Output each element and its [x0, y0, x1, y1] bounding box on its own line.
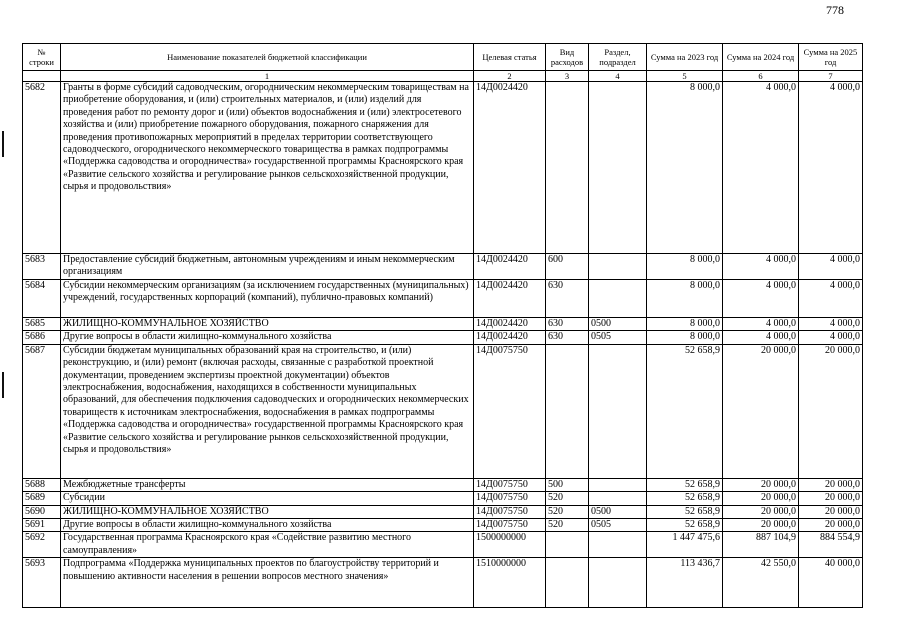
page-number: 778: [826, 3, 844, 17]
row-sum-2024-cell: 20 000,0: [723, 344, 799, 478]
row-sum-2025-cell: 20 000,0: [799, 519, 863, 532]
row-sum-2023-cell: 113 436,7: [647, 558, 723, 608]
column-number: 3: [546, 71, 589, 82]
row-name-cell: Субсидии некоммерческим организациям (за исключением государственных (муниципальных) учреждений, государственных корпораций (компаний), публично-правовых компаний): [61, 280, 474, 318]
row-sum-2025-cell: 4 000,0: [799, 318, 863, 331]
column-number: 7: [799, 71, 863, 82]
row-sum-2025-cell: 20 000,0: [799, 478, 863, 491]
row-target-article-cell: 14Д0075750: [474, 519, 546, 532]
row-sum-2024-cell: 4 000,0: [723, 331, 799, 344]
row-sum-2024-cell: 4 000,0: [723, 318, 799, 331]
row-expense-type-cell: 630: [546, 318, 589, 331]
row-name-cell: Субсидии бюджетам муниципальных образований края на строительство, и (или) реконструкцию, и (или) ремонт (включая расходы, связанные с разработкой проектной документации, проведением экспертизы проектной документации) объектов электроснабжения, водоснабжения, находящихся в собственности муниципальных образований, для обеспечения подключения садоводческих и огороднических некоммерческих товариществ к источникам электроснабжения, водоснабжения в рамках подпрограммы «Поддержка садоводства и огородничества» государственной программы Красноярского края «Развитие сельского хозяйства и регулирование рынков сельскохозяйственной продукции, сырья и продовольствия»: [61, 344, 474, 478]
row-sum-2025-cell: 20 000,0: [799, 505, 863, 518]
margin-mark-upper: [2, 131, 4, 157]
row-section-cell: 0500: [589, 318, 647, 331]
row-expense-type-cell: 520: [546, 505, 589, 518]
row-section-cell: 0505: [589, 519, 647, 532]
column-number: 4: [589, 71, 647, 82]
row-sum-2023-cell: 8 000,0: [647, 82, 723, 254]
row-sum-2024-cell: 4 000,0: [723, 254, 799, 280]
row-expense-type-cell: [546, 344, 589, 478]
row-sum-2024-cell: 20 000,0: [723, 478, 799, 491]
row-name-cell: Другие вопросы в области жилищно-коммунального хозяйства: [61, 331, 474, 344]
row-number-cell: 5689: [23, 492, 61, 505]
row-target-article-cell: 14Д0075750: [474, 505, 546, 518]
table-row: [23, 492, 863, 505]
row-target-article-cell: 14Д0024420: [474, 280, 546, 318]
table-row: [23, 505, 863, 518]
row-expense-type-cell: [546, 532, 589, 558]
row-sum-2024-cell: 20 000,0: [723, 505, 799, 518]
table-row: [23, 254, 863, 280]
row-name-cell: ЖИЛИЩНО-КОММУНАЛЬНОЕ ХОЗЯЙСТВО: [61, 318, 474, 331]
row-number-cell: 5686: [23, 331, 61, 344]
row-number-cell: 5690: [23, 505, 61, 518]
table-row: [23, 532, 863, 558]
row-name-cell: Субсидии: [61, 492, 474, 505]
row-sum-2024-cell: 20 000,0: [723, 492, 799, 505]
table-row: [23, 82, 863, 254]
row-section-cell: [589, 344, 647, 478]
column-number: [23, 71, 61, 82]
row-number-cell: 5692: [23, 532, 61, 558]
row-sum-2023-cell: 8 000,0: [647, 254, 723, 280]
row-sum-2025-cell: 20 000,0: [799, 492, 863, 505]
row-target-article-cell: 14Д0075750: [474, 478, 546, 491]
column-number: 5: [647, 71, 723, 82]
row-number-cell: 5685: [23, 318, 61, 331]
row-section-cell: [589, 254, 647, 280]
column-number: 2: [474, 71, 546, 82]
header-sum-2025: Сумма на 2025 год: [799, 44, 863, 71]
header-sum-2024: Сумма на 2024 год: [723, 44, 799, 71]
row-expense-type-cell: 630: [546, 331, 589, 344]
row-section-cell: [589, 492, 647, 505]
table-row: [23, 318, 863, 331]
row-section-cell: [589, 532, 647, 558]
row-number-cell: 5684: [23, 280, 61, 318]
row-sum-2023-cell: 8 000,0: [647, 331, 723, 344]
row-target-article-cell: 14Д0024420: [474, 331, 546, 344]
row-name-cell: Предоставление субсидий бюджетным, автономным учреждениям и иным некоммерческим организациям: [61, 254, 474, 280]
header-row-number: № строки: [23, 44, 61, 71]
row-sum-2023-cell: 52 658,9: [647, 344, 723, 478]
table-row: [23, 519, 863, 532]
row-target-article-cell: 14Д0024420: [474, 318, 546, 331]
row-name-cell: Межбюджетные трансферты: [61, 478, 474, 491]
row-section-cell: [589, 558, 647, 608]
table-row: [23, 331, 863, 344]
row-expense-type-cell: 500: [546, 478, 589, 491]
row-section-cell: [589, 478, 647, 491]
row-target-article-cell: 14Д0075750: [474, 492, 546, 505]
row-section-cell: [589, 280, 647, 318]
row-sum-2023-cell: 52 658,9: [647, 505, 723, 518]
row-name-cell: Государственная программа Красноярского края «Содействие развитию местного самоуправления»: [61, 532, 474, 558]
row-expense-type-cell: 520: [546, 492, 589, 505]
row-section-cell: 0500: [589, 505, 647, 518]
row-number-cell: 5683: [23, 254, 61, 280]
row-sum-2025-cell: 4 000,0: [799, 82, 863, 254]
header-name: Наименование показателей бюджетной классификации: [61, 44, 474, 71]
table-row: [23, 558, 863, 608]
row-sum-2025-cell: 20 000,0: [799, 344, 863, 478]
row-name-cell: ЖИЛИЩНО-КОММУНАЛЬНОЕ ХОЗЯЙСТВО: [61, 505, 474, 518]
row-sum-2024-cell: 4 000,0: [723, 280, 799, 318]
budget-table: [22, 43, 863, 608]
row-expense-type-cell: [546, 82, 589, 254]
row-sum-2025-cell: 4 000,0: [799, 331, 863, 344]
table-row: [23, 280, 863, 318]
row-expense-type-cell: 520: [546, 519, 589, 532]
header-expense-type: Вид расходов: [546, 44, 589, 71]
row-section-cell: 0505: [589, 331, 647, 344]
column-number: 6: [723, 71, 799, 82]
row-expense-type-cell: [546, 558, 589, 608]
row-expense-type-cell: 630: [546, 280, 589, 318]
column-number: 1: [61, 71, 474, 82]
row-sum-2024-cell: 887 104,9: [723, 532, 799, 558]
row-sum-2023-cell: 1 447 475,6: [647, 532, 723, 558]
row-sum-2023-cell: 52 658,9: [647, 492, 723, 505]
header-sum-2023: Сумма на 2023 год: [647, 44, 723, 71]
table-header: [23, 44, 863, 82]
row-number-cell: 5682: [23, 82, 61, 254]
row-name-cell: Гранты в форме субсидий садоводческим, огородническим некоммерческим товариществам на приобретение оборудования, и (или) строительных материалов, и (или) изделий для проведения работ по ремонту дорог и (или) объектов водоснабжения и (или) электросетевого хозяйства и (или) приобретение пожарного оборудования, пожарного снаряжения для проведения противопожарных мероприятий в пределах территории соответствующего садоводческого, огороднического некоммерческого товарищества в рамках подпрограммы «Поддержка садоводства и огородничества» государственной программы Красноярского края «Развитие сельского хозяйства и регулирование рынков сельскохозяйственной продукции, сырья и продовольствия»: [61, 82, 474, 254]
table-row: [23, 344, 863, 478]
row-target-article-cell: 1500000000: [474, 532, 546, 558]
row-sum-2025-cell: 4 000,0: [799, 254, 863, 280]
row-expense-type-cell: 600: [546, 254, 589, 280]
row-name-cell: Подпрограмма «Поддержка муниципальных проектов по благоустройству территорий и повышению активности населения в решении вопросов местного значения»: [61, 558, 474, 608]
table-body: [23, 82, 863, 608]
row-number-cell: 5693: [23, 558, 61, 608]
row-sum-2025-cell: 884 554,9: [799, 532, 863, 558]
row-sum-2023-cell: 8 000,0: [647, 318, 723, 331]
row-number-cell: 5691: [23, 519, 61, 532]
row-section-cell: [589, 82, 647, 254]
table-row: [23, 478, 863, 491]
row-number-cell: 5687: [23, 344, 61, 478]
header-target-article: Целевая статья: [474, 44, 546, 71]
row-sum-2023-cell: 8 000,0: [647, 280, 723, 318]
row-sum-2025-cell: 40 000,0: [799, 558, 863, 608]
row-name-cell: Другие вопросы в области жилищно-коммунального хозяйства: [61, 519, 474, 532]
row-sum-2024-cell: 42 550,0: [723, 558, 799, 608]
header-section: Раздел, подраздел: [589, 44, 647, 71]
row-number-cell: 5688: [23, 478, 61, 491]
row-sum-2024-cell: 20 000,0: [723, 519, 799, 532]
row-sum-2023-cell: 52 658,9: [647, 478, 723, 491]
margin-mark-lower: [2, 372, 4, 398]
row-target-article-cell: 14Д0024420: [474, 254, 546, 280]
row-target-article-cell: 14Д0075750: [474, 344, 546, 478]
row-sum-2025-cell: 4 000,0: [799, 280, 863, 318]
row-target-article-cell: 14Д0024420: [474, 82, 546, 254]
row-sum-2023-cell: 52 658,9: [647, 519, 723, 532]
row-target-article-cell: 1510000000: [474, 558, 546, 608]
row-sum-2024-cell: 4 000,0: [723, 82, 799, 254]
